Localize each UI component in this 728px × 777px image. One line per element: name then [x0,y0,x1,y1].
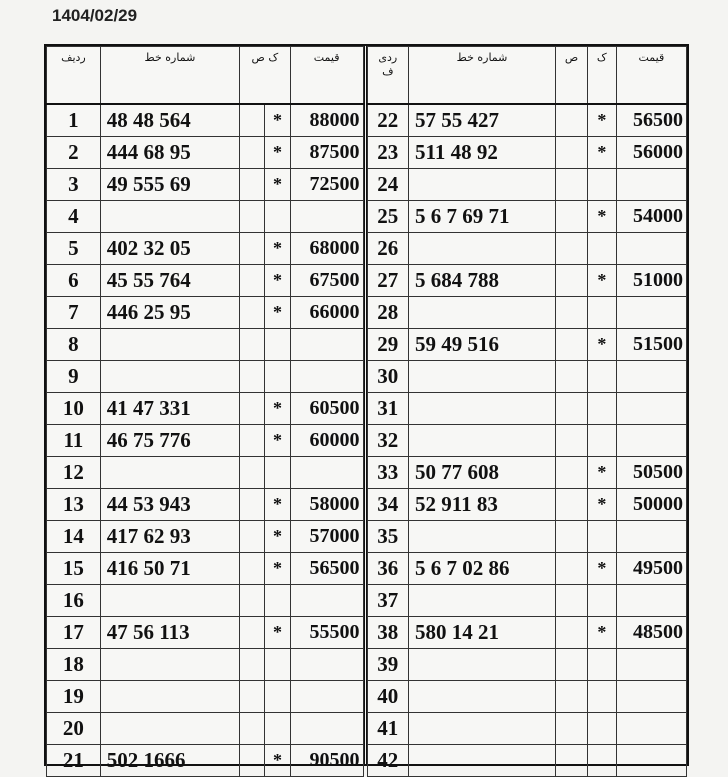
price-value: 60000 [290,425,363,457]
header-price: قیمت [290,47,363,105]
availability-mark: * [587,329,616,361]
empty-cell [240,361,265,393]
price-value [290,713,363,745]
availability-mark [587,233,616,265]
line-number [409,681,556,713]
availability-mark: * [587,617,616,649]
line-number: 402 32 05 [100,233,239,265]
empty-cell [240,489,265,521]
line-number: 5 6 7 02 86 [409,553,556,585]
line-number [409,297,556,329]
line-number: 511 48 92 [409,137,556,169]
availability-mark: * [265,745,290,777]
row-number: 9 [47,361,101,393]
right-header-row [367,47,687,105]
availability-mark [265,681,290,713]
price-value [616,297,686,329]
empty-cell [556,201,588,233]
line-number: 41 47 331 [100,393,239,425]
price-value [616,393,686,425]
availability-mark [587,585,616,617]
price-value: 56500 [616,104,686,137]
table-row [367,649,687,681]
price-value [290,201,363,233]
row-number: 41 [367,713,409,745]
empty-cell [556,393,588,425]
price-value: 72500 [290,169,363,201]
line-number [100,681,239,713]
empty-cell [556,233,588,265]
price-value [616,361,686,393]
empty-cell [240,585,265,617]
table-row [367,297,687,329]
price-value [616,585,686,617]
line-number: 45 55 764 [100,265,239,297]
price-value: 66000 [290,297,363,329]
empty-cell [556,329,588,361]
table-row [367,713,687,745]
empty-cell [556,169,588,201]
right-table-section [367,46,688,772]
row-number: 1 [47,104,101,137]
empty-cell [240,329,265,361]
empty-cell [556,617,588,649]
table-row [367,489,687,521]
table-row [367,201,687,233]
line-number: 444 68 95 [100,137,239,169]
empty-cell [240,233,265,265]
row-number: 27 [367,265,409,297]
availability-mark [587,425,616,457]
empty-cell [556,649,588,681]
row-number: 20 [47,713,101,745]
row-number: 33 [367,457,409,489]
price-value: 51000 [616,265,686,297]
line-number [409,169,556,201]
empty-cell [240,169,265,201]
line-number: 50 77 608 [409,457,556,489]
line-number [409,393,556,425]
empty-cell [240,265,265,297]
line-number: 57 55 427 [409,104,556,137]
empty-cell [240,617,265,649]
row-number: 23 [367,137,409,169]
empty-cell [240,297,265,329]
price-value: 57000 [290,521,363,553]
header-s: ص [556,47,588,105]
availability-mark: * [587,104,616,137]
price-value: 60500 [290,393,363,425]
empty-cell [240,137,265,169]
row-number: 14 [47,521,101,553]
table-row [47,457,364,489]
empty-cell [240,553,265,585]
price-value: 50500 [616,457,686,489]
availability-mark: * [587,265,616,297]
empty-cell [556,713,588,745]
row-number: 29 [367,329,409,361]
empty-cell [240,425,265,457]
table-row [367,521,687,553]
row-number: 37 [367,585,409,617]
price-value: 90500 [290,745,363,777]
table-row [47,425,364,457]
document-date: 1404/02/29 [52,6,138,25]
right-price-table [367,46,688,777]
table-row [47,297,364,329]
row-number: 39 [367,649,409,681]
header-radif: ردی ف [367,47,409,105]
price-value [616,169,686,201]
row-number: 13 [47,489,101,521]
header-line-number: شماره خط [409,47,556,105]
price-value [616,649,686,681]
empty-cell [240,649,265,681]
table-row [47,137,364,169]
availability-mark [587,361,616,393]
row-number: 30 [367,361,409,393]
line-number: 5 6 7 69 71 [409,201,556,233]
row-number: 32 [367,425,409,457]
availability-mark: * [265,233,290,265]
price-value: 67500 [290,265,363,297]
line-number [100,585,239,617]
empty-cell [240,713,265,745]
price-value [290,457,363,489]
row-number: 34 [367,489,409,521]
left-table-section [46,46,367,772]
table-row [47,617,364,649]
table-row [47,233,364,265]
empty-cell [556,585,588,617]
availability-mark: * [587,489,616,521]
table-row [367,393,687,425]
line-number: 417 62 93 [100,521,239,553]
availability-mark: * [265,489,290,521]
line-number [409,521,556,553]
price-value: 56000 [616,137,686,169]
header-k: ک [587,47,616,105]
availability-mark [265,201,290,233]
availability-mark [265,585,290,617]
availability-mark: * [587,553,616,585]
line-number: 446 25 95 [100,297,239,329]
row-number: 17 [47,617,101,649]
line-number: 44 53 943 [100,489,239,521]
row-number: 36 [367,553,409,585]
empty-cell [240,393,265,425]
availability-mark: * [587,201,616,233]
price-value: 50000 [616,489,686,521]
table-row [47,521,364,553]
availability-mark: * [265,393,290,425]
row-number: 8 [47,329,101,361]
price-value: 87500 [290,137,363,169]
empty-cell [556,104,588,137]
price-value [616,681,686,713]
price-value [616,713,686,745]
table-row [47,585,364,617]
table-row [47,713,364,745]
availability-mark: * [587,457,616,489]
line-number [100,201,239,233]
left-price-table [46,46,364,777]
row-number: 5 [47,233,101,265]
price-value [290,649,363,681]
availability-mark: * [587,137,616,169]
row-number: 21 [47,745,101,777]
empty-cell [240,104,265,137]
empty-cell [556,425,588,457]
line-number [409,585,556,617]
empty-cell [556,681,588,713]
availability-mark: * [265,169,290,201]
table-row [47,489,364,521]
row-number: 26 [367,233,409,265]
price-value: 58000 [290,489,363,521]
availability-mark [587,169,616,201]
row-number: 6 [47,265,101,297]
availability-mark: * [265,297,290,329]
row-number: 18 [47,649,101,681]
price-value [290,361,363,393]
table-row [47,265,364,297]
availability-mark [265,457,290,489]
line-number: 59 49 516 [409,329,556,361]
empty-cell [556,137,588,169]
availability-mark [265,713,290,745]
table-row [367,553,687,585]
availability-mark [587,713,616,745]
empty-cell [556,457,588,489]
line-number [100,457,239,489]
row-number: 42 [367,745,409,777]
row-number: 12 [47,457,101,489]
price-value: 68000 [290,233,363,265]
empty-cell [240,201,265,233]
row-number: 31 [367,393,409,425]
row-number: 3 [47,169,101,201]
table-row [47,361,364,393]
row-number: 35 [367,521,409,553]
line-number [100,361,239,393]
table-row [367,137,687,169]
price-value [290,585,363,617]
header-ks: ک ص [240,47,291,105]
availability-mark: * [265,265,290,297]
price-value: 54000 [616,201,686,233]
table-row [367,265,687,297]
price-value [290,329,363,361]
empty-cell [556,553,588,585]
table-row [367,329,687,361]
table-row [367,104,687,137]
availability-mark [587,297,616,329]
line-number [409,649,556,681]
availability-mark [265,361,290,393]
empty-cell [556,489,588,521]
table-row [47,104,364,137]
availability-mark: * [265,521,290,553]
availability-mark [587,521,616,553]
header-price: قیمت [616,47,686,105]
row-number: 4 [47,201,101,233]
line-number [100,329,239,361]
price-list-sheet [44,44,689,772]
table-row [47,169,364,201]
table-row [367,169,687,201]
availability-mark: * [265,553,290,585]
availability-mark: * [265,104,290,137]
table-row [47,393,364,425]
availability-mark: * [265,425,290,457]
availability-mark [587,649,616,681]
availability-mark [265,649,290,681]
row-number: 19 [47,681,101,713]
empty-cell [556,265,588,297]
availability-mark [587,393,616,425]
line-number [409,425,556,457]
line-number [409,233,556,265]
row-number: 11 [47,425,101,457]
line-number [409,361,556,393]
row-number: 7 [47,297,101,329]
availability-mark [587,681,616,713]
row-number: 40 [367,681,409,713]
price-value: 55500 [290,617,363,649]
row-number: 15 [47,553,101,585]
price-value: 48500 [616,617,686,649]
table-row [367,681,687,713]
line-number [409,713,556,745]
empty-cell [556,361,588,393]
table-row [367,425,687,457]
table-row [367,233,687,265]
line-number: 48 48 564 [100,104,239,137]
availability-mark: * [265,617,290,649]
price-value [616,521,686,553]
table-row [367,617,687,649]
header-line-number: شماره خط [100,47,239,105]
line-number [100,649,239,681]
row-number: 2 [47,137,101,169]
row-number: 38 [367,617,409,649]
row-number: 22 [367,104,409,137]
empty-cell [556,521,588,553]
table-row [47,201,364,233]
line-number: 502 1666 [100,745,239,777]
table-row [367,361,687,393]
left-header-row [47,47,364,105]
table-row [47,329,364,361]
header-radif: ردیف [47,47,101,105]
empty-cell [240,457,265,489]
table-row [367,585,687,617]
table-row [47,553,364,585]
availability-mark [265,329,290,361]
price-value [290,681,363,713]
line-number [100,713,239,745]
empty-cell [240,681,265,713]
table-row [367,457,687,489]
price-value: 56500 [290,553,363,585]
price-value: 51500 [616,329,686,361]
price-value: 49500 [616,553,686,585]
line-number: 5 684 788 [409,265,556,297]
line-number: 46 75 776 [100,425,239,457]
empty-cell [556,297,588,329]
table-row [47,681,364,713]
line-number: 47 56 113 [100,617,239,649]
line-number: 49 555 69 [100,169,239,201]
empty-cell [240,521,265,553]
row-number: 25 [367,201,409,233]
row-number: 28 [367,297,409,329]
table-row [47,649,364,681]
line-number: 52 911 83 [409,489,556,521]
availability-mark: * [265,137,290,169]
row-number: 10 [47,393,101,425]
price-value: 88000 [290,104,363,137]
line-number: 580 14 21 [409,617,556,649]
row-number: 16 [47,585,101,617]
price-value [616,425,686,457]
price-value [616,233,686,265]
row-number: 24 [367,169,409,201]
line-number: 416 50 71 [100,553,239,585]
